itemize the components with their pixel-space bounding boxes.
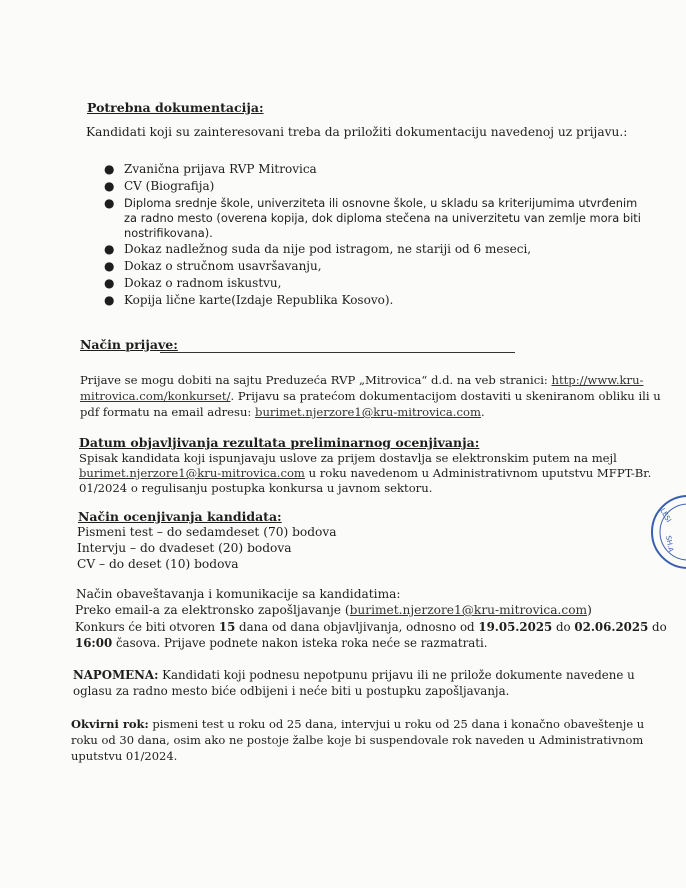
bullet-icon: ● <box>104 179 115 193</box>
evaluation-line: Pismeni test – do sedamdeset (70) bodova <box>77 525 337 539</box>
list-item-continuation: za radno mesto (overena kopija, dok diploma stečena na univerzitetu van zemlje mora biti <box>124 211 641 225</box>
list-item-continuation: nostrifikovana). <box>124 226 213 240</box>
section-heading-application: Način prijave: <box>80 337 178 352</box>
section-heading-evaluation: Način ocenjivanja kandidata: <box>78 509 282 524</box>
heading-rule <box>160 352 515 353</box>
bullet-icon: ● <box>104 196 115 210</box>
list-item: ● Zvanična prijava RVP Mitrovica <box>104 162 317 176</box>
bullet-icon: ● <box>104 276 115 290</box>
results-line: Spisak kandidata koji ispunjavaju uslove za prijem dostavlja se elektronskim putem na mejl <box>79 451 617 465</box>
website-link[interactable]: http://www.kru- <box>551 373 644 387</box>
deadline-line: roku od 30 dana, osim ako ne postoje žalbe koje bi suspendovale rok naveden u Administrativnom <box>71 733 644 747</box>
communication-line: Konkurs će biti otvoren 15 dana od dana objavljivanja, odnosno od 19.05.2025 do 02.06.2025 do <box>75 620 667 634</box>
list-item: ● Dokaz nadležnog suda da nije pod istragom, ne stariji od 6 meseci, <box>104 242 532 256</box>
email-link[interactable]: burimet.njerzore1@kru-mitrovica.com <box>255 405 481 419</box>
evaluation-line: Intervju – do dvadeset (20) bodova <box>77 541 292 555</box>
list-item: ● Diploma srednje škole, univerziteta ili osnovne škole, u skladu sa kriterijumima utvrđenim <box>104 196 638 210</box>
application-line: mitrovica.com/konkurset/. Prijavu sa pratećom dokumentacijom dostaviti u skeniranom obliku ili u <box>80 389 661 403</box>
application-line: pdf formatu na email adresu: burimet.njerzore1@kru-mitrovica.com. <box>80 405 485 419</box>
website-link-continued[interactable]: mitrovica.com/konkurset/ <box>80 389 231 403</box>
bullet-icon: ● <box>104 242 115 256</box>
section-heading-documentation: Potrebna dokumentacija: <box>87 100 264 115</box>
documentation-intro: Kandidati koji su zainteresovani treba da priložiti dokumentaciju navedenoj uz prijavu.: <box>86 125 628 139</box>
email-link[interactable]: burimet.njerzore1@kru-mitrovica.com <box>79 466 305 480</box>
list-item: ● Dokaz o stručnom usavršavanju, <box>104 259 322 273</box>
bullet-icon: ● <box>104 293 115 307</box>
svg-text:SH.A: SH.A <box>664 534 675 553</box>
deadline-line: Okvirni rok: pismeni test u roku od 25 dana, intervjui u roku od 25 dana i konačno obaveštenje u <box>71 717 645 731</box>
results-line: burimet.njerzore1@kru-mitrovica.com u roku navedenom u Administrativnom uputstvu MFPT-Br. <box>79 466 652 480</box>
bullet-icon: ● <box>104 259 115 273</box>
list-item: ● Dokaz o radnom iskustvu, <box>104 276 282 290</box>
email-link[interactable]: burimet.njerzore1@kru-mitrovica.com <box>349 603 588 617</box>
bullet-icon: ● <box>104 162 115 176</box>
list-item: ● Kopija lične karte(Izdaje Republika Kosovo). <box>104 293 394 307</box>
communication-line: 16:00 časova. Prijave podnete nakon isteka roka neće se razmatrati. <box>75 636 488 650</box>
section-heading-results: Datum objavljivanja rezultata preliminarnog ocenjivanja: <box>79 435 480 450</box>
deadline-line: uputstvu 01/2024. <box>71 749 178 763</box>
application-line: Prijave se mogu dobiti na sajtu Preduzeća RVP „Mitrovica“ d.d. na veb stranici: http://www.kru- <box>80 373 644 387</box>
list-item: ● CV (Biografija) <box>104 179 215 193</box>
note-line: oglasu za radno mesto biće odbijeni i neće biti u postupku zapošljavanja. <box>73 684 510 698</box>
results-line: 01/2024 o regulisanju postupka konkursa u javnom sektoru. <box>79 481 433 495</box>
svg-text:LESI: LESI <box>658 507 673 524</box>
communication-line: Preko email-a za elektronsko zapošljavanje (burimet.njerzore1@kru-mitrovica.com) <box>75 603 592 617</box>
note-line: NAPOMENA: Kandidati koji podnesu nepotpunu prijavu ili ne prilože dokumente navedene u <box>73 668 635 682</box>
evaluation-line: CV – do deset (10) bodova <box>77 557 239 571</box>
stamp-seal <box>644 492 686 572</box>
communication-line: Način obaveštavanja i komunikacije sa kandidatima: <box>76 587 401 601</box>
